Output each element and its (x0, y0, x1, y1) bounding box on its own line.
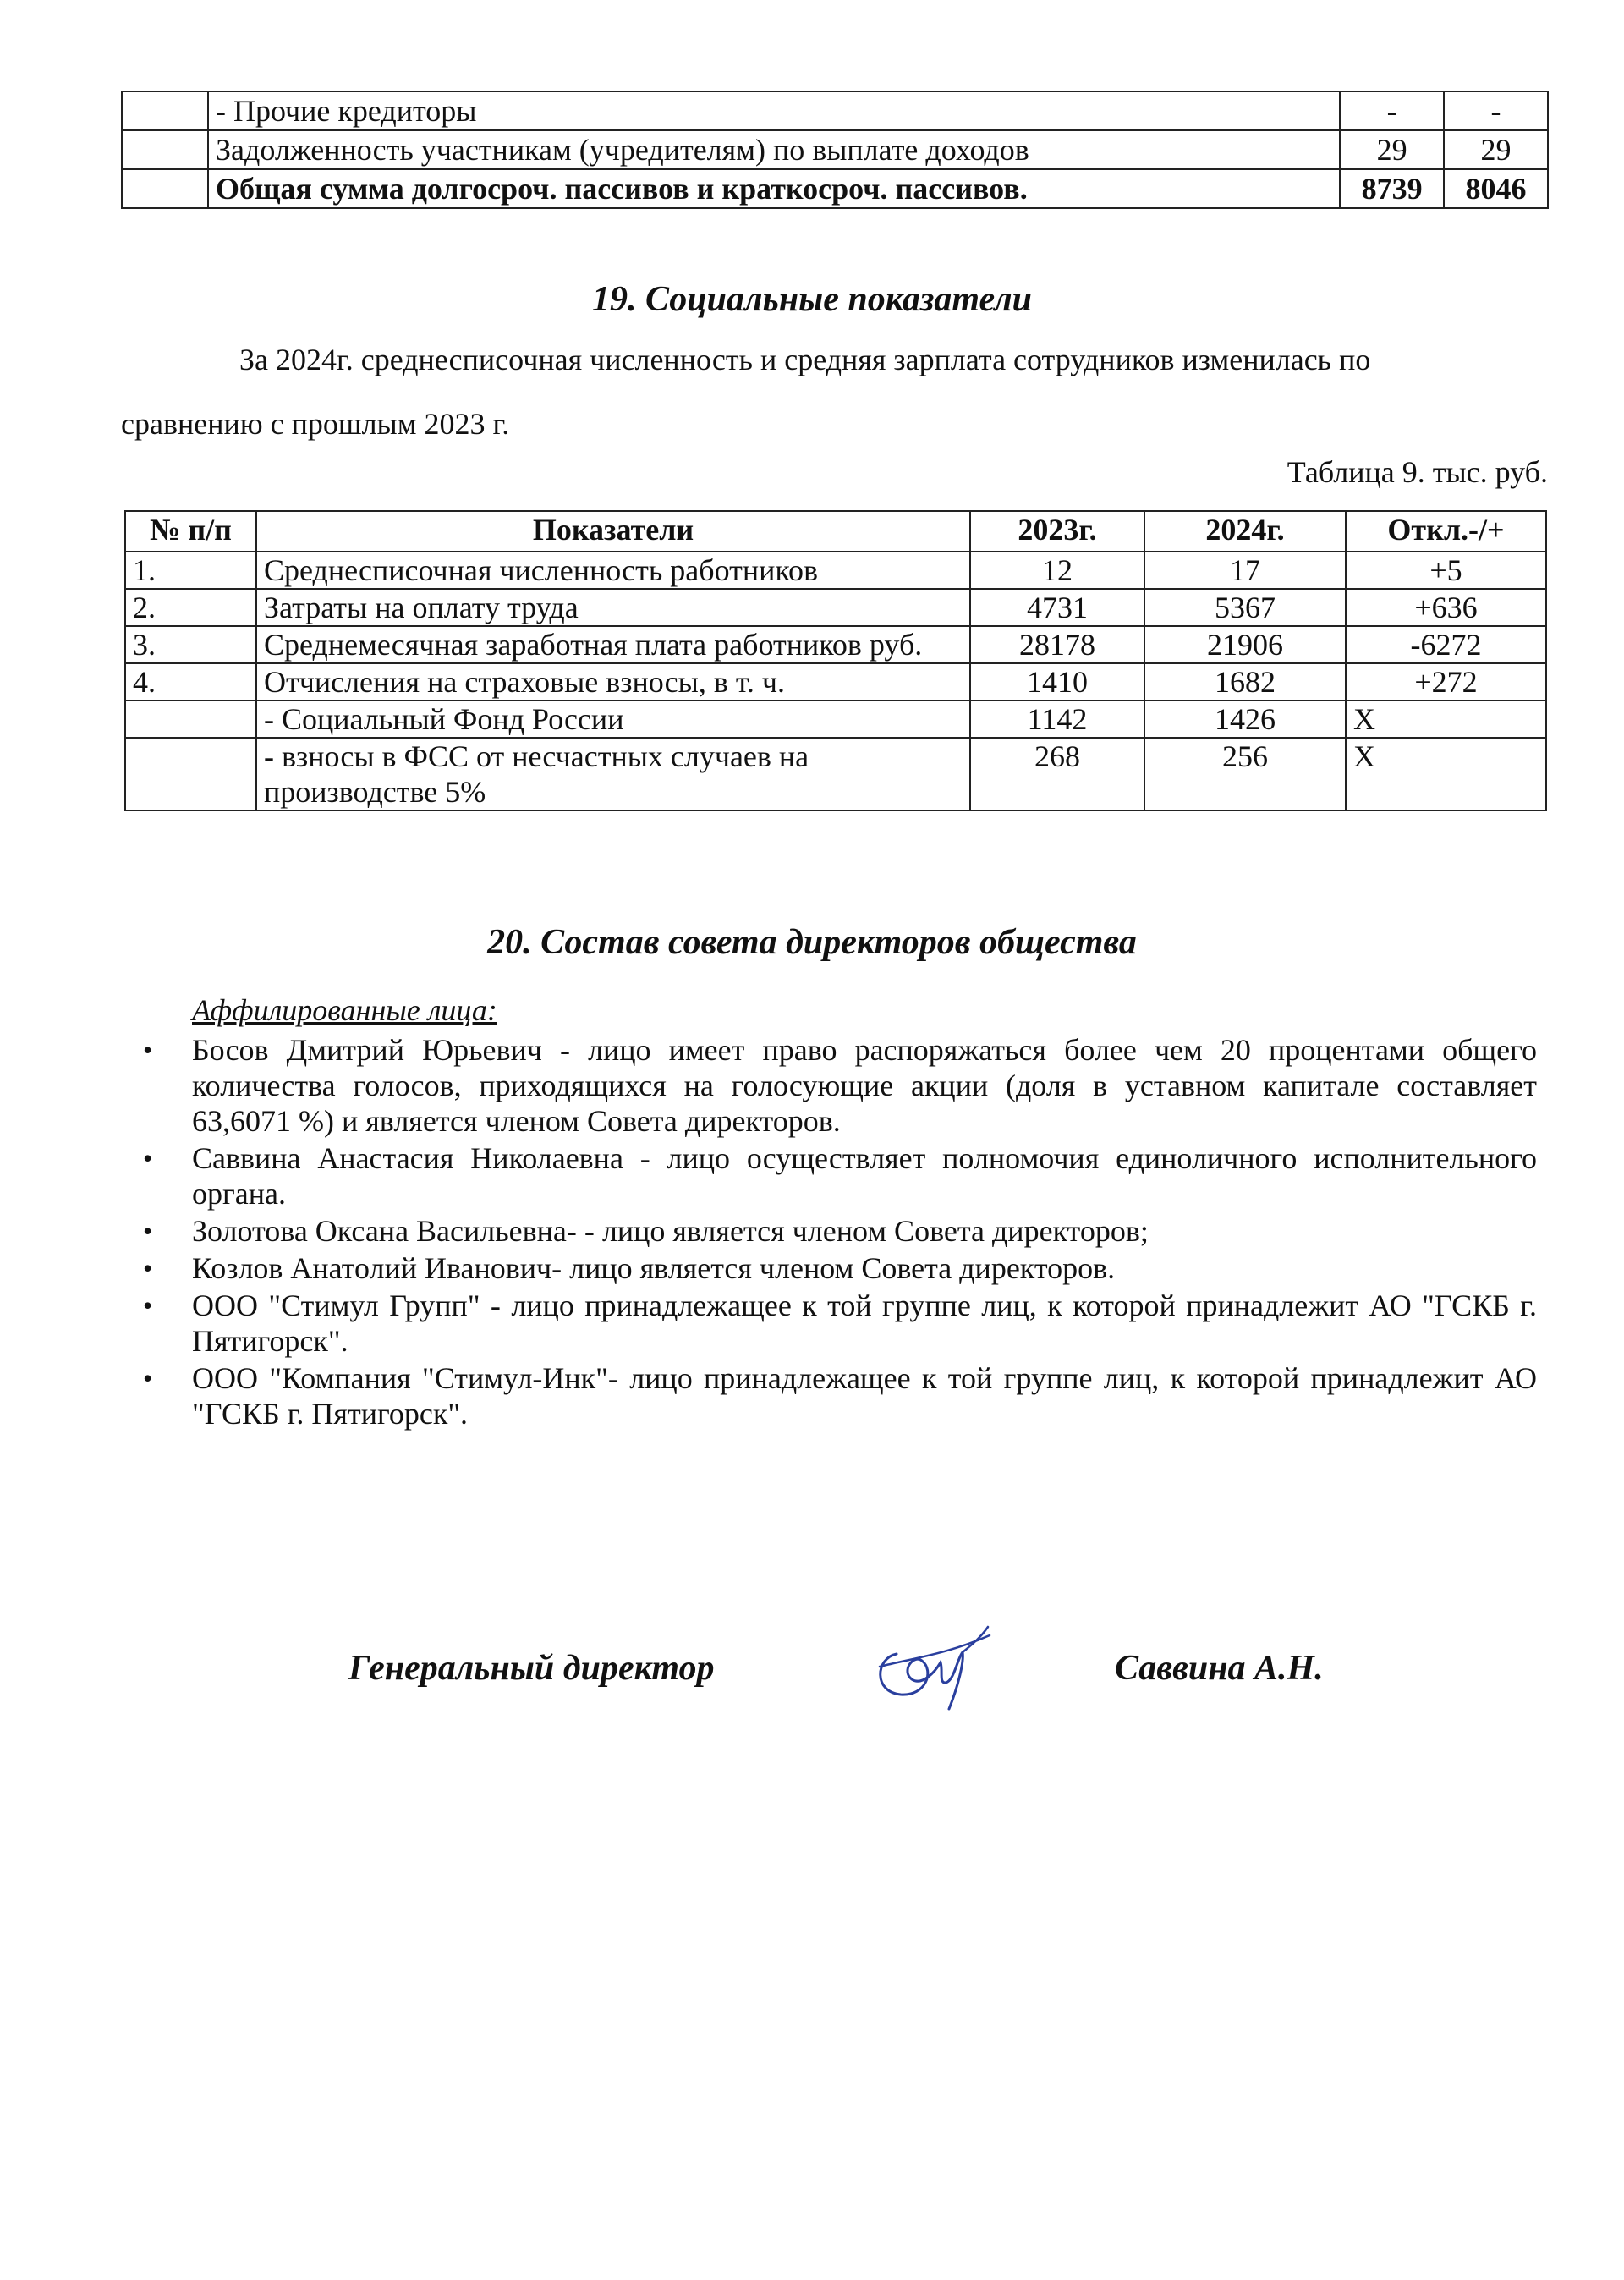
value-2023: 12 (970, 552, 1144, 589)
deviation-value: -6272 (1346, 626, 1546, 663)
liabilities-row (122, 169, 1548, 208)
signatory-title: Генеральный директор (348, 1649, 715, 1688)
signatory-name: Саввина А.Н. (1115, 1649, 1324, 1688)
row-number: 1. (125, 552, 256, 589)
indicator-label: Отчисления на страховые взносы, в т. ч. (256, 663, 970, 700)
indicator-label: Среднемесячная заработная плата работников руб. (256, 626, 970, 663)
value-2024: 1426 (1144, 700, 1346, 738)
header-2023: 2023г. (970, 511, 1144, 552)
value-2023: - (1340, 91, 1444, 130)
deviation-value: +636 (1346, 589, 1546, 626)
value-2024: 256 (1144, 738, 1346, 810)
affiliated-persons-list (192, 1032, 1537, 1433)
row-label: - Прочие кредиторы (208, 91, 1340, 130)
value-2024: 21906 (1144, 626, 1346, 663)
liabilities-table-continuation (121, 91, 1549, 209)
handwritten-signature (863, 1620, 1007, 1713)
header-number: № п/п (125, 511, 256, 552)
affiliated-persons-title: Аффилированные лица: (192, 993, 497, 1027)
row-number: 2. (125, 589, 256, 626)
section-19-intro-line1: За 2024г. среднесписочная численность и средняя зарплата сотрудников изменилась по (239, 343, 1371, 376)
value-2024: 5367 (1144, 589, 1346, 626)
row-number: 3. (125, 626, 256, 663)
value-2024: 29 (1444, 130, 1548, 169)
row-label: Задолженность участникам (учредителям) по выплате доходов (208, 130, 1340, 169)
deviation-value: X (1346, 738, 1546, 810)
list-item: • Козлов Анатолий Иванович- лицо является членом Совета директоров. (192, 1250, 1537, 1286)
row-number: 4. (125, 663, 256, 700)
value-2024: 8046 (1444, 169, 1548, 208)
deviation-value: X (1346, 700, 1546, 738)
value-2023: 1410 (970, 663, 1144, 700)
row-number (125, 738, 256, 810)
header-deviation: Откл.-/+ (1346, 511, 1546, 552)
indicator-label: Затраты на оплату труда (256, 589, 970, 626)
row-number-cell (122, 169, 208, 208)
row-number-cell (122, 91, 208, 130)
section-19-heading: 19. Социальные показатели (592, 280, 1032, 319)
table-row (125, 663, 1546, 700)
value-2023: 28178 (970, 626, 1144, 663)
indicator-label: - взносы в ФСС от несчастных случаев на производстве 5% (256, 738, 970, 810)
social-indicators-table (124, 510, 1547, 811)
table-row (125, 738, 1546, 810)
value-2023: 4731 (970, 589, 1144, 626)
list-item: • ООО "Стимул Групп" - лицо принадлежащее к той группе лиц, к которой принадлежит АО "ГСКБ г. Пятигорск". (192, 1288, 1537, 1359)
indicator-label: - Социальный Фонд России (256, 700, 970, 738)
table-row (125, 700, 1546, 738)
table-row (125, 626, 1546, 663)
value-2023: 268 (970, 738, 1144, 810)
table-9-caption: Таблица 9. тыс. руб. (1287, 455, 1548, 489)
header-2024: 2024г. (1144, 511, 1346, 552)
row-number-cell (122, 130, 208, 169)
value-2024: 17 (1144, 552, 1346, 589)
row-label: Общая сумма долгосроч. пассивов и краткосроч. пассивов. (208, 169, 1340, 208)
deviation-value: +272 (1346, 663, 1546, 700)
value-2024: - (1444, 91, 1548, 130)
value-2023: 8739 (1340, 169, 1444, 208)
list-item: • ООО "Компания "Стимул-Инк"- лицо принадлежащее к той группе лиц, к которой принадлежит АО "ГСКБ г. Пятигорск". (192, 1360, 1537, 1431)
list-item: • Босов Дмитрий Юрьевич - лицо имеет право распоряжаться более чем 20 процентами общего количества голосов, приходящихся на голосующие акции (доля в уставном капитале составляет 63,6071 %) и является членом Совета директоров. (192, 1032, 1537, 1139)
list-item: • Золотова Оксана Васильевна- - лицо является членом Совета директоров; (192, 1213, 1537, 1249)
row-number (125, 700, 256, 738)
indicator-label: Среднесписочная численность работников (256, 552, 970, 589)
liabilities-row (122, 130, 1548, 169)
table-row (125, 589, 1546, 626)
value-2024: 1682 (1144, 663, 1346, 700)
table-row (125, 552, 1546, 589)
deviation-value: +5 (1346, 552, 1546, 589)
value-2023: 29 (1340, 130, 1444, 169)
section-19-intro-line2: сравнению с прошлым 2023 г. (121, 407, 510, 441)
value-2023: 1142 (970, 700, 1144, 738)
table-header-row (125, 511, 1546, 552)
section-20-heading: 20. Состав совета директоров общества (487, 923, 1137, 962)
header-indicator: Показатели (256, 511, 970, 552)
liabilities-row (122, 91, 1548, 130)
list-item: • Саввина Анастасия Николаевна - лицо осуществляет полномочия единоличного исполнительного органа. (192, 1140, 1537, 1211)
